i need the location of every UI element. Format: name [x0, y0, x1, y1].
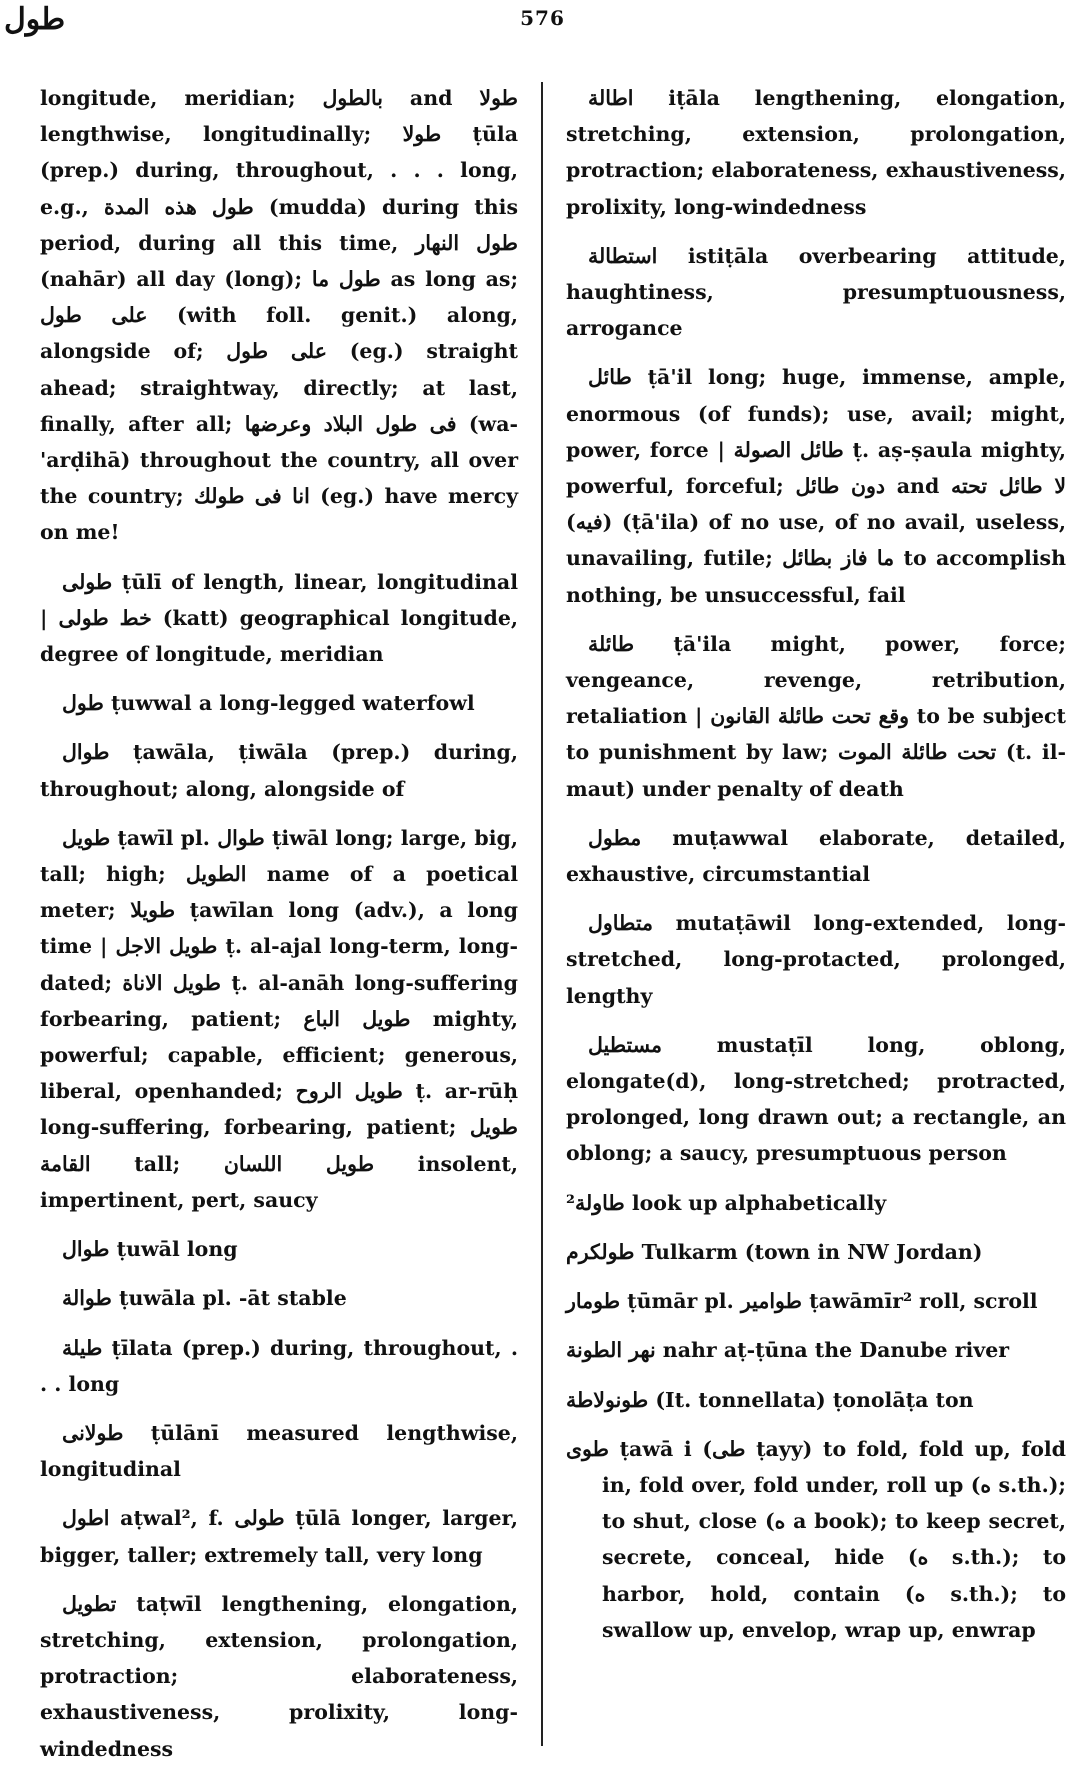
- entry: طول ṭuwwal a long-legged waterfowl: [62, 691, 475, 716]
- guide-word: طول: [4, 2, 66, 37]
- entry: اطالة iṭāla lengthening, elongation, stretching, extension, prolongation, protraction; elaborateness, exhaustiveness, prolixity, long-windedness: [566, 86, 1066, 219]
- entry: طوال ṭawāla, ṭiwāla (prep.) during, throughout; along, alongside of: [40, 740, 518, 801]
- left-column: [40, 80, 518, 1780]
- column-divider: [541, 82, 543, 1746]
- entry: تطويل taṭwīl lengthening, elongation, stretching, extension, prolongation, protraction; elaborateness, exhaustiveness, prolixity, long-windedness: [40, 1591, 518, 1761]
- entry: طيلة ṭīlata (prep.) during, throughout, . . . long: [40, 1335, 518, 1396]
- entry: مستطيل mustaṭīl long, oblong, elongate(d), long-stretched; protracted, prolonged, long drawn out; a rectangle, an oblong; a saucy, presumptuous person: [566, 1032, 1066, 1166]
- entry: طوال ṭuwāl long: [62, 1237, 238, 1262]
- entry: طائلة ṭā'ila might, power, force; vengeance, revenge, retribution, retaliation | وقع تحت طائلة القانون to be subject to punishment by law; تحت طائلة الموت (t. il-maut) under penalty of death: [566, 631, 1066, 801]
- entry: طويل ṭawīl pl. طوال ṭiwāl long; large, big, tall; high; الطويل name of a poetical meter; طويلا ṭawīlan long (adv.), a long time | طويل الاجل ṭ. al-ajal long-term, long-dated; طويل الاناة ṭ. al-anāh long-suffering forbearing, patient; طويل الباع mighty, powerful; capable, efficient; generous, liberal, openhanded; طويل الروح ṭ. ar-rūḥ long-suffering, forbearing, patient; طويل القامة tall; طويل اللسان insolent, impertinent, pert, saucy: [40, 825, 519, 1212]
- entry: طولكرم Tulkarm (town in NW Jordan): [566, 1239, 983, 1264]
- entry: longitude, meridian; بالطول and طولا lengthwise, longitudinally; طولا ṭūla (prep.) during, throughout, . . . long, e.g., طول هذه المدة (mudda) during this period, during all this time, طول النهار (nahār) all day (long); طول ما as long as; على طول (with foll. genit.) along, alongside of; على طول (eg.) straight ahead; straightway, directly; at last, finally, after all; فى طول البلاد وعرضها (wa-'arḍihā) throughout the country, all over the country; انا فى طولك (eg.) have mercy on me!: [40, 86, 519, 545]
- page-header: [0, 0, 1085, 48]
- entry: استطالة istiṭāla overbearing attitude, haughtiness, presumptuousness, arrogance: [566, 243, 1066, 341]
- entry: طولانى ṭūlānī measured lengthwise, longitudinal: [40, 1420, 518, 1482]
- entry: طائل ṭā'il long; huge, immense, ample, enormous (of funds); use, avail; might, power, force | طائل الصولة ṭ. aṣ-ṣaula mighty, powerful, forceful; دون طائل and لا طائل تحته (فيه) (ṭā'ila) of no use, of no avail, useless, unavailing, futile; ما فاز بطائل to accomplish nothing, be unsuccessful, fail: [566, 365, 1067, 607]
- right-column: [566, 80, 1066, 1661]
- entry: طونولاطة (It. tonnellata) ṭonolāṭa ton: [566, 1387, 974, 1412]
- entry: طومار ṭūmār pl. طوامير ṭawāmīr² roll, scroll: [566, 1289, 1038, 1314]
- entry: نهر الطونة nahr aṭ-ṭūna the Danube river: [566, 1338, 1010, 1363]
- entry: اطول aṭwal², f. طولى ṭūlā longer, larger, bigger, taller; extremely tall, very long: [40, 1506, 518, 1567]
- entry: طولى ṭūlī of length, linear, longitudinal | خط طولى (katt) geographical longitude, degree of longitude, meridian: [40, 569, 518, 667]
- entry: متطاول mutaṭāwil long-extended, long-stretched, long-protacted, prolonged, lengthy: [566, 911, 1066, 1008]
- entry: طوى ṭawā i (طى ṭayy) to fold, fold up, fold in, fold over, fold under, roll up (ه s.th.); to shut, close (ه a book); to keep secret, secrete, conceal, hide (ه s.th.); to harbor, hold, contain (ه s.th.); to swallow up, envelop, wrap up, enwrap: [566, 1436, 1067, 1642]
- entry: مطول muṭawwal elaborate, detailed, exhaustive, circumstantial: [566, 825, 1066, 887]
- entry: ²طاولة look up alphabetically: [566, 1190, 887, 1215]
- page-number: 576: [520, 6, 565, 30]
- entry: طوالة ṭuwāla pl. -āt stable: [62, 1286, 347, 1311]
